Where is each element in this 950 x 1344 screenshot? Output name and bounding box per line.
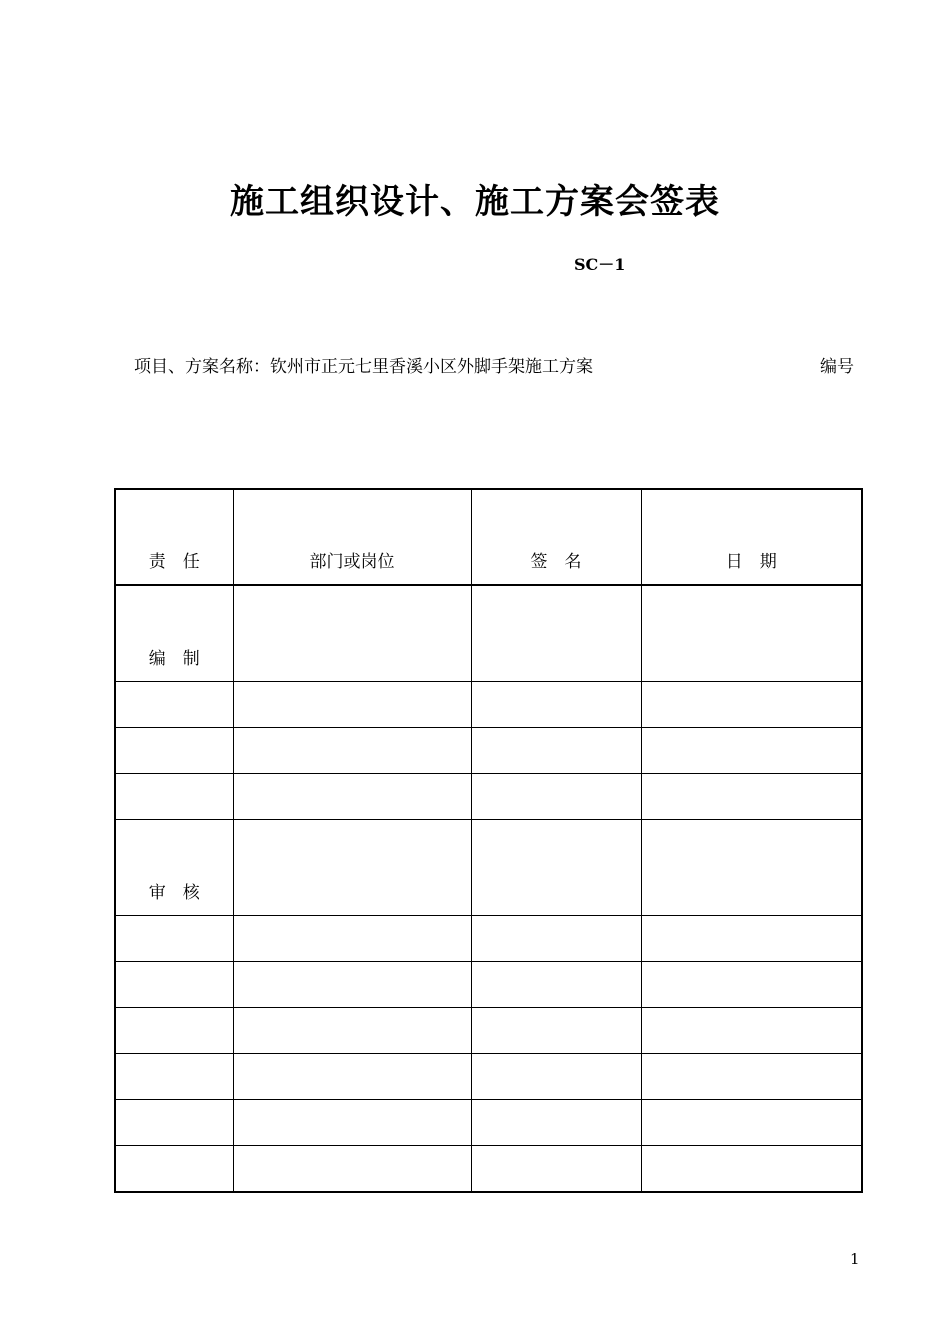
page-number: 1 [850, 1250, 860, 1268]
table-cell [115, 1145, 233, 1192]
sign-off-table [114, 488, 863, 1193]
table-cell [115, 1099, 233, 1145]
table-cell [471, 681, 641, 727]
table-cell [233, 915, 471, 961]
table-cell [471, 585, 641, 681]
table-cell [115, 1007, 233, 1053]
table-row [115, 915, 862, 961]
table-cell [641, 1145, 862, 1192]
table-header-row [115, 489, 862, 585]
table-cell [641, 961, 862, 1007]
table-cell [641, 585, 862, 681]
table-row [115, 681, 862, 727]
table-cell [233, 681, 471, 727]
table-cell [471, 915, 641, 961]
table-cell [471, 1053, 641, 1099]
header-responsibility: 责 任 [115, 489, 233, 585]
table-row [115, 727, 862, 773]
table-cell [471, 1099, 641, 1145]
table-cell [641, 1099, 862, 1145]
table-cell [641, 727, 862, 773]
table-cell [471, 961, 641, 1007]
header-department: 部门或岗位 [233, 489, 471, 585]
table-cell [233, 1145, 471, 1192]
table-cell [641, 819, 862, 915]
table-cell [471, 727, 641, 773]
row-label-prepare: 编 制 [115, 585, 233, 681]
table-cell [115, 727, 233, 773]
header-signature: 签 名 [471, 489, 641, 585]
table-cell [471, 1007, 641, 1053]
number-label: 编号 [820, 357, 854, 377]
table-row [115, 1099, 862, 1145]
table-row [115, 961, 862, 1007]
table-row [115, 773, 862, 819]
table-cell [641, 773, 862, 819]
table-cell [233, 585, 471, 681]
document-code: SC－1 [574, 255, 626, 274]
table-cell [115, 915, 233, 961]
table-cell [233, 1099, 471, 1145]
table-cell [641, 1053, 862, 1099]
table-row [115, 1145, 862, 1192]
header-date: 日 期 [641, 489, 862, 585]
table-cell [471, 819, 641, 915]
table-cell [641, 1007, 862, 1053]
table-cell [233, 961, 471, 1007]
table-row-prepare [115, 585, 862, 681]
row-label-review: 审 核 [115, 819, 233, 915]
table-row [115, 1053, 862, 1099]
document-title: 施工组织设计、施工方案会签表 [230, 182, 720, 222]
table-row-review [115, 819, 862, 915]
table-cell [233, 819, 471, 915]
table-cell [115, 1053, 233, 1099]
table-cell [641, 681, 862, 727]
table-cell [115, 961, 233, 1007]
table-cell [233, 1053, 471, 1099]
table-cell [233, 727, 471, 773]
table-cell [641, 915, 862, 961]
project-name-line: 项目、方案名称：钦州市正元七里香溪小区外脚手架施工方案 [134, 357, 593, 377]
table-cell [115, 681, 233, 727]
table-cell [471, 1145, 641, 1192]
table-row [115, 1007, 862, 1053]
table-cell [233, 773, 471, 819]
table-cell [115, 773, 233, 819]
table-cell [233, 1007, 471, 1053]
table-cell [471, 773, 641, 819]
